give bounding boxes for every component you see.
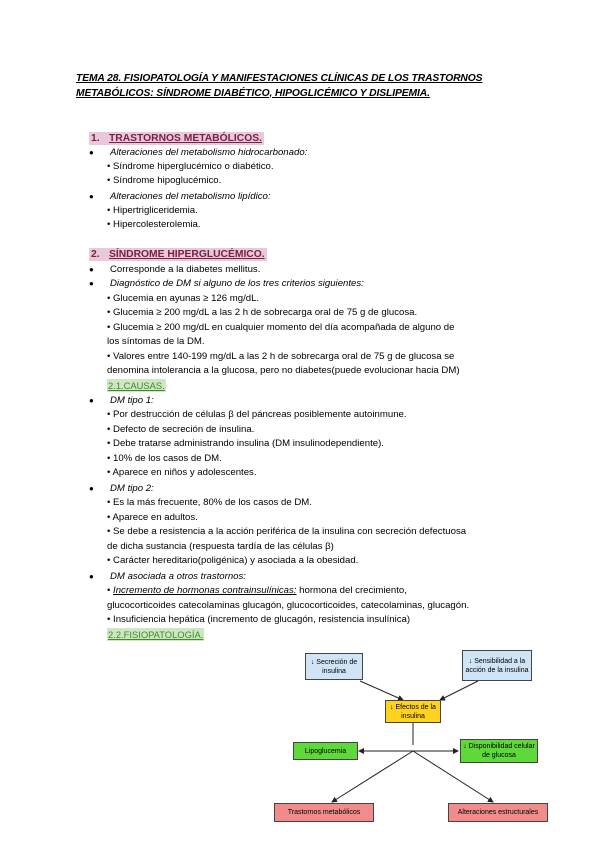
dm1-label: DM tipo 1: — [110, 395, 154, 406]
dm3-continuation: glucocorticoides catecolaminas glucagón, glucocorticoides, catecolaminas, glucagón. — [107, 600, 470, 611]
bullet-icon: ● — [89, 192, 94, 201]
section-2-number: 2. — [91, 249, 100, 260]
bullet-icon: ● — [89, 572, 94, 581]
dm2-item: • Carácter hereditario(poligénica) y asociada a la obesidad. — [107, 555, 359, 566]
dm2-item: • Es la más frecuente, 80% de los casos de DM. — [107, 497, 312, 508]
dm3-bullet: • — [107, 585, 114, 596]
dm1-item: • Aparece en niños y adolescentes. — [107, 467, 257, 478]
criteria-item: los síntomas de la DM. — [107, 336, 205, 347]
dm1-item: • 10% de los casos de DM. — [107, 453, 222, 464]
s2-bullet-diagnostico: Diagnóstico de DM si alguno de los tres criterios siguientes: — [110, 278, 364, 289]
box-alteraciones-estructurales: Alteraciones estructurales — [448, 803, 548, 822]
dm3-item: • Insuficiencia hepática (incremento de glucagón, resistencia insulínica) — [107, 614, 411, 625]
s1-bullet-lipidico: Alteraciones del metabolismo lipídico: — [110, 191, 271, 202]
page-title: TEMA 28. FISIOPATOLOGÍA Y MANIFESTACIONES CLÍNICAS DE LOS TRASTORNOS METABÓLICOS: SÍNDROME DIABÉTICO, HIPOGLICÉMICO Y DISLIPEMIA. — [76, 73, 483, 99]
s1-item: • Hipercolesterolemia. — [107, 219, 201, 230]
criteria-item: • Glucemia ≥ 200 mg/dL a las 2 h de sobrecarga oral de 75 g de glucosa. — [107, 307, 418, 318]
subsection-causas: 2.1.CAUSAS. — [108, 380, 165, 391]
box-lipoglucemia: Lipoglucemia — [293, 742, 358, 760]
criteria-item: denomina intolerancia a la glucosa, pero no diabetes(puede evolucionar hacia DM) — [107, 365, 460, 376]
dm1-item: • Por destrucción de células β del páncreas posiblemente autoinmune. — [107, 409, 407, 420]
s1-item: • Síndrome hipoglucémico. — [107, 175, 222, 186]
section-2-title: SÍNDROME HIPERGLUCÉMICO. — [109, 249, 265, 260]
bullet-icon: ● — [89, 484, 94, 493]
dm1-item: • Defecto de secreción de insulina. — [107, 424, 255, 435]
arrow-sensibilidad-efectos — [440, 681, 478, 700]
dm2-item: • Se debe a resistencia a la acción periférica de la insulina con secreción defectuosa — [107, 526, 467, 537]
box-sensibilidad-insulina: ↓ Sensibilidad a la acción de la insulina — [462, 650, 532, 681]
arrow-secrecion-efectos — [360, 681, 403, 700]
box-trastornos-metabolicos: Trastornos metabólicos — [274, 803, 374, 822]
s1-item: • Hipertrigliceridemia. — [107, 205, 198, 216]
s1-bullet-hidrocarbonado: Alteraciones del metabolismo hidrocarbonado: — [110, 147, 308, 158]
bullet-icon: ● — [89, 279, 94, 288]
subsection-fisiopatologia: 2.2.FISIOPATOLOGÍA. — [108, 629, 204, 640]
bullet-icon: ● — [89, 265, 94, 274]
dm3-label: DM asociada a otros trastornos: — [110, 571, 246, 582]
criteria-item: • Glucemia ≥ 200 mg/dL en cualquier momento del día acompañada de alguno de — [107, 322, 455, 333]
s2-bullet-dm: Corresponde a la diabetes mellitus. — [110, 264, 261, 275]
section-1-number: 1. — [91, 133, 100, 144]
section-1-title: TRASTORNOS METABÓLICOS. — [109, 133, 262, 144]
box-secrecion-insulina: ↓ Secreción de insulina — [305, 653, 363, 680]
dm1-item: • Debe tratarse administrando insulina (DM insulinodependiente). — [107, 438, 384, 449]
criteria-item: • Glucemia en ayunas ≥ 126 mg/dL. — [107, 293, 260, 304]
dm2-item: de dicha sustancia (respuesta tardía de las células β) — [107, 541, 334, 552]
dm2-label: DM tipo 2: — [110, 483, 154, 494]
box-efectos-insulina: ↓ Efectos de la insulina — [385, 700, 441, 723]
dm3-rest: hormona del crecimiento, — [296, 585, 407, 596]
dm3-underlined: Incremento de hormonas contrainsulínicas: — [113, 585, 297, 596]
criteria-item: • Valores entre 140-199 mg/dL a las 2 h de sobrecarga oral de 75 g de glucosa se — [107, 351, 455, 362]
s1-item: • Síndrome hiperglucémico o diabético. — [107, 161, 274, 172]
dm2-item: • Aparece en adultos. — [107, 512, 198, 523]
bullet-icon: ● — [89, 396, 94, 405]
bullet-icon: ● — [89, 148, 94, 157]
box-disponibilidad-glucosa: ↓ Disponibilidad celular de glucosa — [460, 739, 538, 763]
